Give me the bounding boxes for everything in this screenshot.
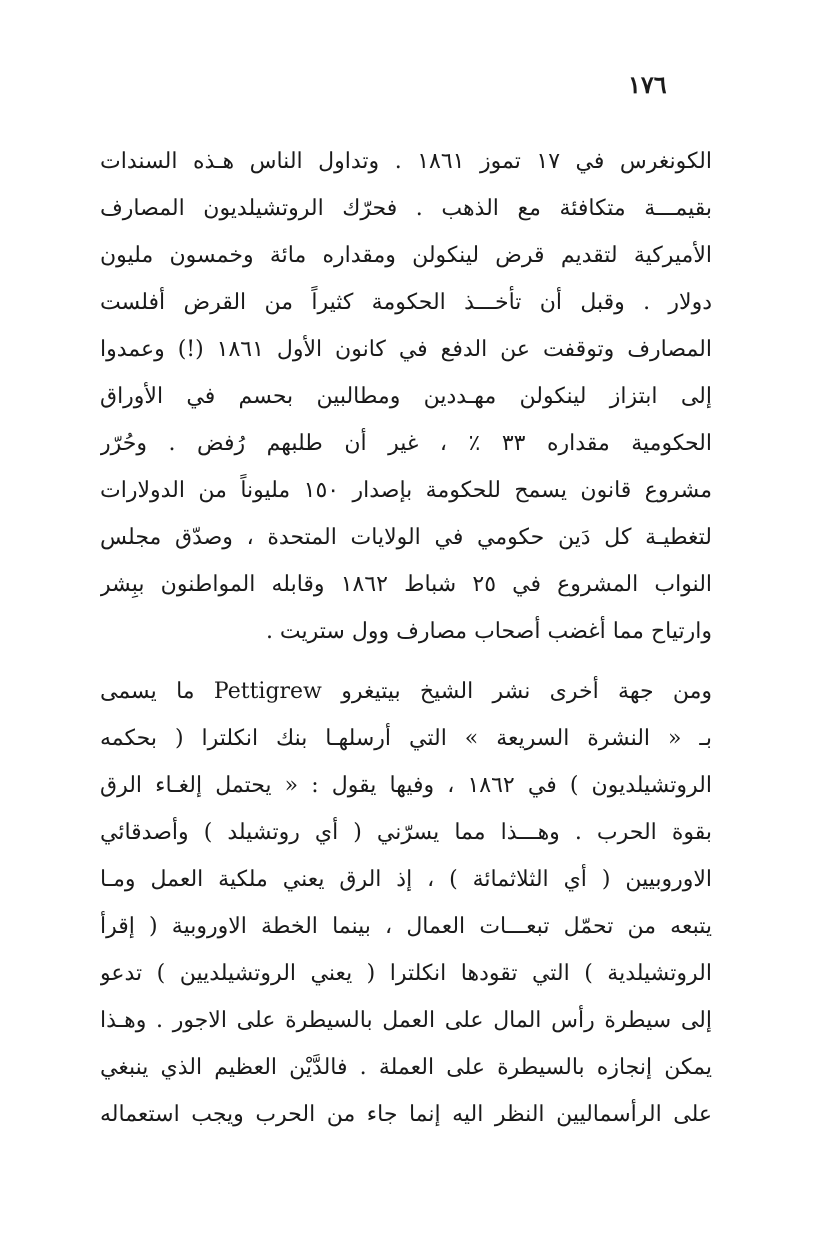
text-line: بـ « النشرة السريعة » التي أرسلهـا بنك انكلترا ( بحكمه [100, 726, 712, 751]
text-line: يتبعه من تحمّل تبعـــات العمال ، بينما الخطة الاوروبية ( إقرأ [100, 914, 712, 939]
text-line: الحكومية مقداره ٣٣ ٪ ، غير أن طلبهم رُفض . وحُرّر [100, 431, 712, 456]
text-line: وارتياح مما أغضب أصحاب مصارف وول ستريت . [265, 619, 712, 644]
text-line: يمكن إنجازه بالسيطرة على العملة . فالدَّيْن العظيم الذي ينبغي [100, 1055, 712, 1080]
page-number: ١٧٦ [628, 70, 667, 99]
text-line: النواب المشروع في ٢٥ شباط ١٨٦٢ وقابله المواطنون ببِشر [100, 572, 712, 597]
text-line: الاوروبيين ( أي الثلاثمائة ) ، إذ الرق يعني ملكية العمل ومـا [100, 867, 712, 892]
text-line: المصارف وتوقفت عن الدفع في كانون الأول ١٨٦١ (!) وعمدوا [100, 337, 712, 362]
text-line: بقوة الحرب . وهـــذا مما يسرّني ( أي روتشيلد ) وأصدقائي [100, 820, 712, 845]
paragraph-2 [100, 668, 712, 1138]
text-line: إلى سيطرة رأس المال على العمل بالسيطرة على الاجور . وهـذا [100, 1008, 712, 1033]
text-line: لتغطيـة كل دَين حكومي في الولايات المتحدة ، وصدّق مجلس [100, 525, 712, 550]
text-line: الأميركية لتقديم قرض لينكولن ومقداره مائة وخمسون مليون [100, 243, 712, 268]
text-line: إلى ابتزاز لينكولن مهـددين ومطالبين بحسم في الأوراق [100, 384, 712, 409]
text-line: بقيمـــة متكافئة مع الذهب . فحرّك الروتشيلديون المصارف [100, 196, 712, 221]
text-line: على الرأسماليين النظر اليه إنما جاء من الحرب ويجب استعماله [100, 1102, 712, 1127]
text-line: الكونغرس في ١٧ تموز ١٨٦١ . وتداول الناس هـذه السندات [100, 149, 712, 174]
text-line: الروتشيلدية ) التي تقودها انكلترا ( يعني الروتشيلديين ) تدعو [100, 961, 712, 986]
text-line: الروتشيلديون ) في ١٨٦٢ ، وفيها يقول : « يحتمل إلغـاء الرق [100, 773, 712, 798]
paragraph-1 [100, 138, 712, 655]
text-line: ومن جهة أخرى نشر الشيخ بيتيغرو Pettigrew ما يسمى [100, 679, 712, 704]
text-line: مشروع قانون يسمح للحكومة بإصدار ١٥٠ مليوناً من الدولارات [100, 478, 712, 503]
text-line: دولار . وقبل أن تأخـــذ الحكومة كثيراً من القرض أفلست [100, 290, 712, 315]
